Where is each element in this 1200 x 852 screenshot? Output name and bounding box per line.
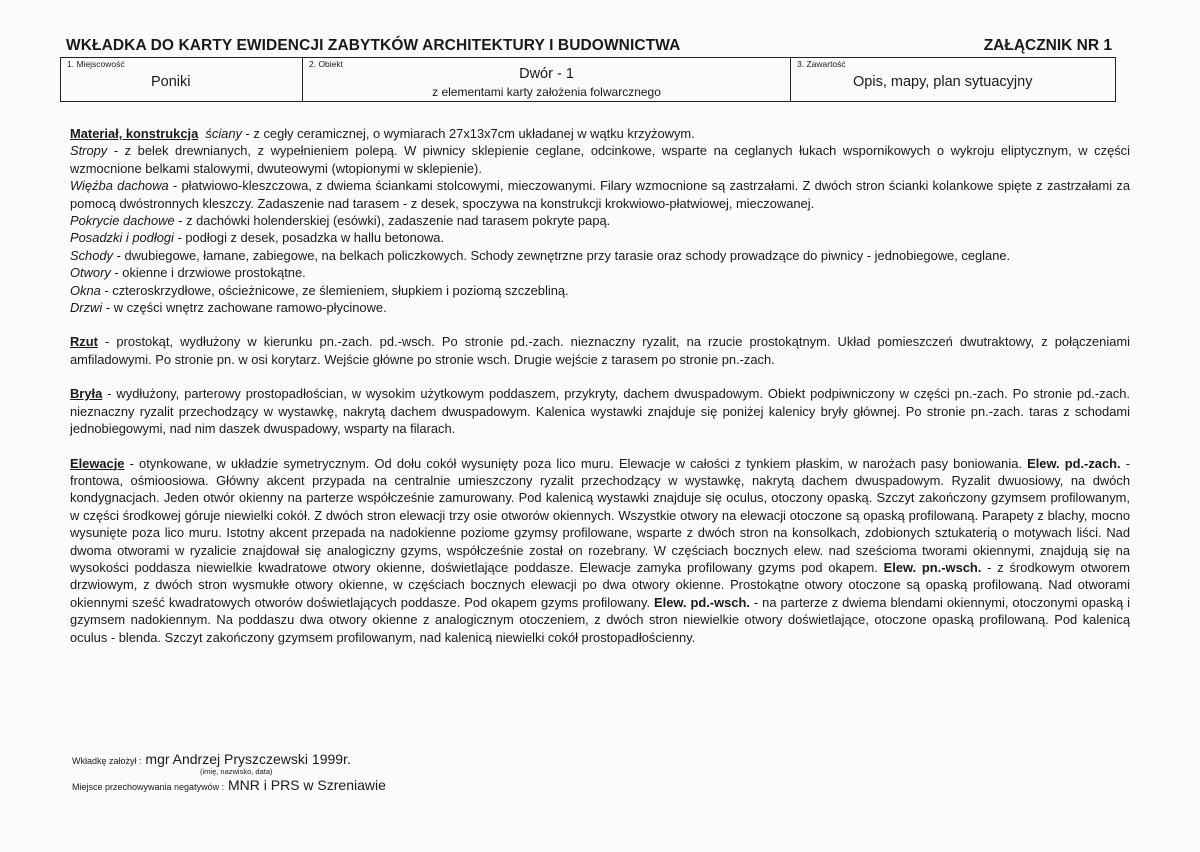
- elevation-sw-label: Elew. pd.-zach.: [1027, 455, 1121, 471]
- floors-text: - podłogi z desek, posadzka w hallu betonowa.: [173, 230, 445, 246]
- annex-number: ZAŁĄCZNIK NR 1: [983, 37, 1112, 54]
- body-text: - wydłużony, parterowy prostopadłościan, w wysokim użytkowym poddaszem, przykryty, dachem dwuspadowym. Obiekt podpiwniczony w części pn.-zach. Po stronie pd.-zach. nieznaczny ryzalit przechodzący w wystawkę, nakrytą dachem dwuspadowym. Kalenica wystawki znajduje się poniżej kalenicy bryły głównej. Po stronie pn.-zach. taras z schodami jednobiegowymi, nad nim daszek dwuspadowy, wsparty na filarach.: [70, 386, 1130, 437]
- stairs-label: Schody: [70, 247, 113, 263]
- doors-text: - w części wnętrz zachowane ramowo-płycinowe.: [102, 300, 387, 316]
- roof-truss-label: Więźba dachowa: [70, 178, 169, 194]
- elevation-se-label: Elew. pd.-wsch.: [654, 594, 750, 610]
- field-location-value: Poniki: [151, 74, 191, 90]
- roof-truss-text: - płatwiowo-kleszczowa, z dwiema ściankami stolcowymi, mieczowanymi. Filary wzmocnione są zastrzałami. Z dwóch stron ścianki kolankowe spięte z zastrzałami za pomocą dwóstronnych kleszczy. Zadaszenie nad tarasem - z desek, spoczywa na konstrukcji krokwiowo-płatwiowej, mieczowanej.: [70, 178, 1130, 211]
- author-line: [72, 751, 351, 767]
- elevations-paragraph: [70, 455, 1130, 646]
- windows-text: - czteroskrzydłowe, ościeżnicowe, ze ślemieniem, słupkiem i poziomą szczebliną.: [100, 282, 569, 298]
- field-object-label: 2. Obiekt: [309, 59, 344, 69]
- stairs-text: - dwubiegowe, łamane, zabiegowe, na belkach policzkowych. Schody zewnętrzne przy tarasie oraz schody prowadzące do piwnicy - jednobiegowe, ceglane.: [113, 247, 1011, 263]
- ceilings-text: - z belek drewnianych, z wypełnieniem polepą. W piwnicy sklepienie ceglane, odcinkowe, wsparte na ceglanych łukach wspornikowych o wykroju eliptycznym, w części wzmocnione belkami stalowymi, dwuteowymi (wtopionymi w sklepienie).: [70, 143, 1130, 176]
- storage-value: MNR i PRS w Szreniawie: [224, 777, 386, 793]
- section-heading-body: Bryła: [70, 386, 103, 402]
- description-body: [70, 125, 1130, 646]
- elevations-text-4: - na parterze z dwiema blendami okiennymi, otoczonymi opaską i gzymsem nadokiennym. Na poddaszu dwa otwory okienne z analogicznym otoczeniem, z dwóch stron niewielkie otwory doświetlające, otoczone opaską profilowaną. Pod kalenicą oculus - blenda. Szczyt zakończony gzymsem profilowanym, nad kalenicą niewielki cokół prostopadłościenny.: [70, 594, 1131, 645]
- field-contents-label: 3. Zawartość: [797, 59, 846, 69]
- storage-line: [72, 777, 386, 793]
- section-heading-plan: Rzut: [70, 334, 98, 350]
- elevations-text-1: - otynkowane, w układzie symetrycznym. Od dołu cokół wysunięty poza lico muru. Elewacje w całości z tynkiem płaskim, w narożach pasy boniowania.: [124, 455, 1028, 471]
- elevation-ne-label: Elew. pn.-wsch.: [883, 559, 982, 575]
- author-label: Wkładkę założył :: [72, 756, 142, 766]
- elevations-text-3: - z środkowym otworem drzwiowym, z dwóch stron wysmukłe otwory okienne, w częściach bocznych elewacji po dwa otwory okienne. Prostokątne otwory otoczone są opaską profilowaną. Nad otworami okiennymi sześć kwadratowych otworów doświetlających poddasze. Pod okapem gzyms profilowany.: [70, 559, 1130, 610]
- author-value: mgr Andrzej Pryszczewski 1999r.: [141, 751, 351, 767]
- field-contents-value: Opis, mapy, plan sytuacyjny: [853, 74, 1033, 90]
- document-title: WKŁADKA DO KARTY EWIDENCJI ZABYTKÓW ARCHITEKTURY I BUDOWNICTWA: [66, 37, 681, 54]
- walls-text: - z cegły ceramicznej, o wymiarach 27x13x7cm układanej w wątku krzyżowym.: [241, 126, 695, 141]
- metadata-table: [60, 57, 1116, 102]
- doors-label: Drzwi: [70, 300, 103, 316]
- section-heading-material: Materiał, konstrukcja: [70, 126, 199, 141]
- field-location-label: 1. Miejscowość: [67, 59, 125, 69]
- openings-label: Otwory: [70, 265, 111, 281]
- walls-label: ściany: [205, 126, 242, 141]
- roofing-text: - z dachówki holenderskiej (esówki), zadaszenie nad tarasem pokryte papą.: [174, 213, 611, 229]
- plan-text: - prostokąt, wydłużony w kierunku pn.-zach. pd.-wsch. Po stronie pd.-zach. nieznaczny ryzalit, na rzucie prostokątnym. Układ pomieszczeń dwutraktowy, z połączeniami amfiladowymi. Po stronie pn. w osi korytarz. Wejście główne po stronie wsch. Drugie wejście z tarasem po stronie pn.-zach.: [70, 334, 1130, 367]
- field-object: [303, 58, 791, 101]
- plan-paragraph: [70, 333, 1130, 368]
- section-heading-elevations: Elewacje: [70, 455, 125, 471]
- windows-label: Okna: [70, 282, 101, 298]
- openings-text: - okienne i drzwiowe prostokątne.: [110, 265, 306, 281]
- storage-label: Miejsce przechowywania negatywów :: [72, 782, 225, 792]
- field-contents: [791, 58, 1115, 101]
- author-hint: (imię, nazwisko, data): [200, 767, 273, 776]
- roofing-label: Pokrycie dachowe: [70, 213, 175, 229]
- field-object-value: Dwór - 1: [519, 66, 574, 82]
- body-paragraph: [70, 385, 1130, 437]
- ceilings-label: Stropy: [70, 143, 108, 159]
- material-paragraph: [70, 125, 1130, 316]
- field-object-subvalue: z elementami karty założenia folwarcznego: [432, 85, 661, 99]
- field-location: [61, 58, 303, 101]
- floors-label: Posadzki i podłogi: [70, 230, 174, 246]
- elevations-text-2: - frontowa, ośmioosiowa. Główny akcent przypada na centralnie umieszczony ryzalit przechodzący w wystawkę, nakrytą dachem dwuspadowym. Ryzalit dwuosiowy, na dwóch kondygnacjach. Jeden otwór okienny na parterze współcześnie zamurowany. Pod kalenicą wystawki znajduje się oculus, otoczony opaską. Szczyt zakończony gzymsem profilowanym, w części środkowej góruje niewielki cokół. Z dwóch stron elewacji trzy osie otworów okiennych. Wszystkie otwory na elewacji otoczone są opaską profilowaną. Parapety z blachy, mocno wysunięte poza lico muru. Istotny akcent przepada na nadokienne poziome gzymsy profilowane, wsparte z dwóch stron na konsolkach, zdobionych sztukaterią o motywach liści. Nad dwoma otworami w ryzalicie znajdował się analogiczny gzyms, współcześnie został on rozebrany. W częściach bocznych elew. nad sześcioma tworami okiennymi, znajdują się na wysokości poddasza niewielkie kwadratowe otwory okienne, doświetlające poddasze. Elewacje zamyka profilowany gzyms pod okapem.: [70, 455, 1131, 575]
